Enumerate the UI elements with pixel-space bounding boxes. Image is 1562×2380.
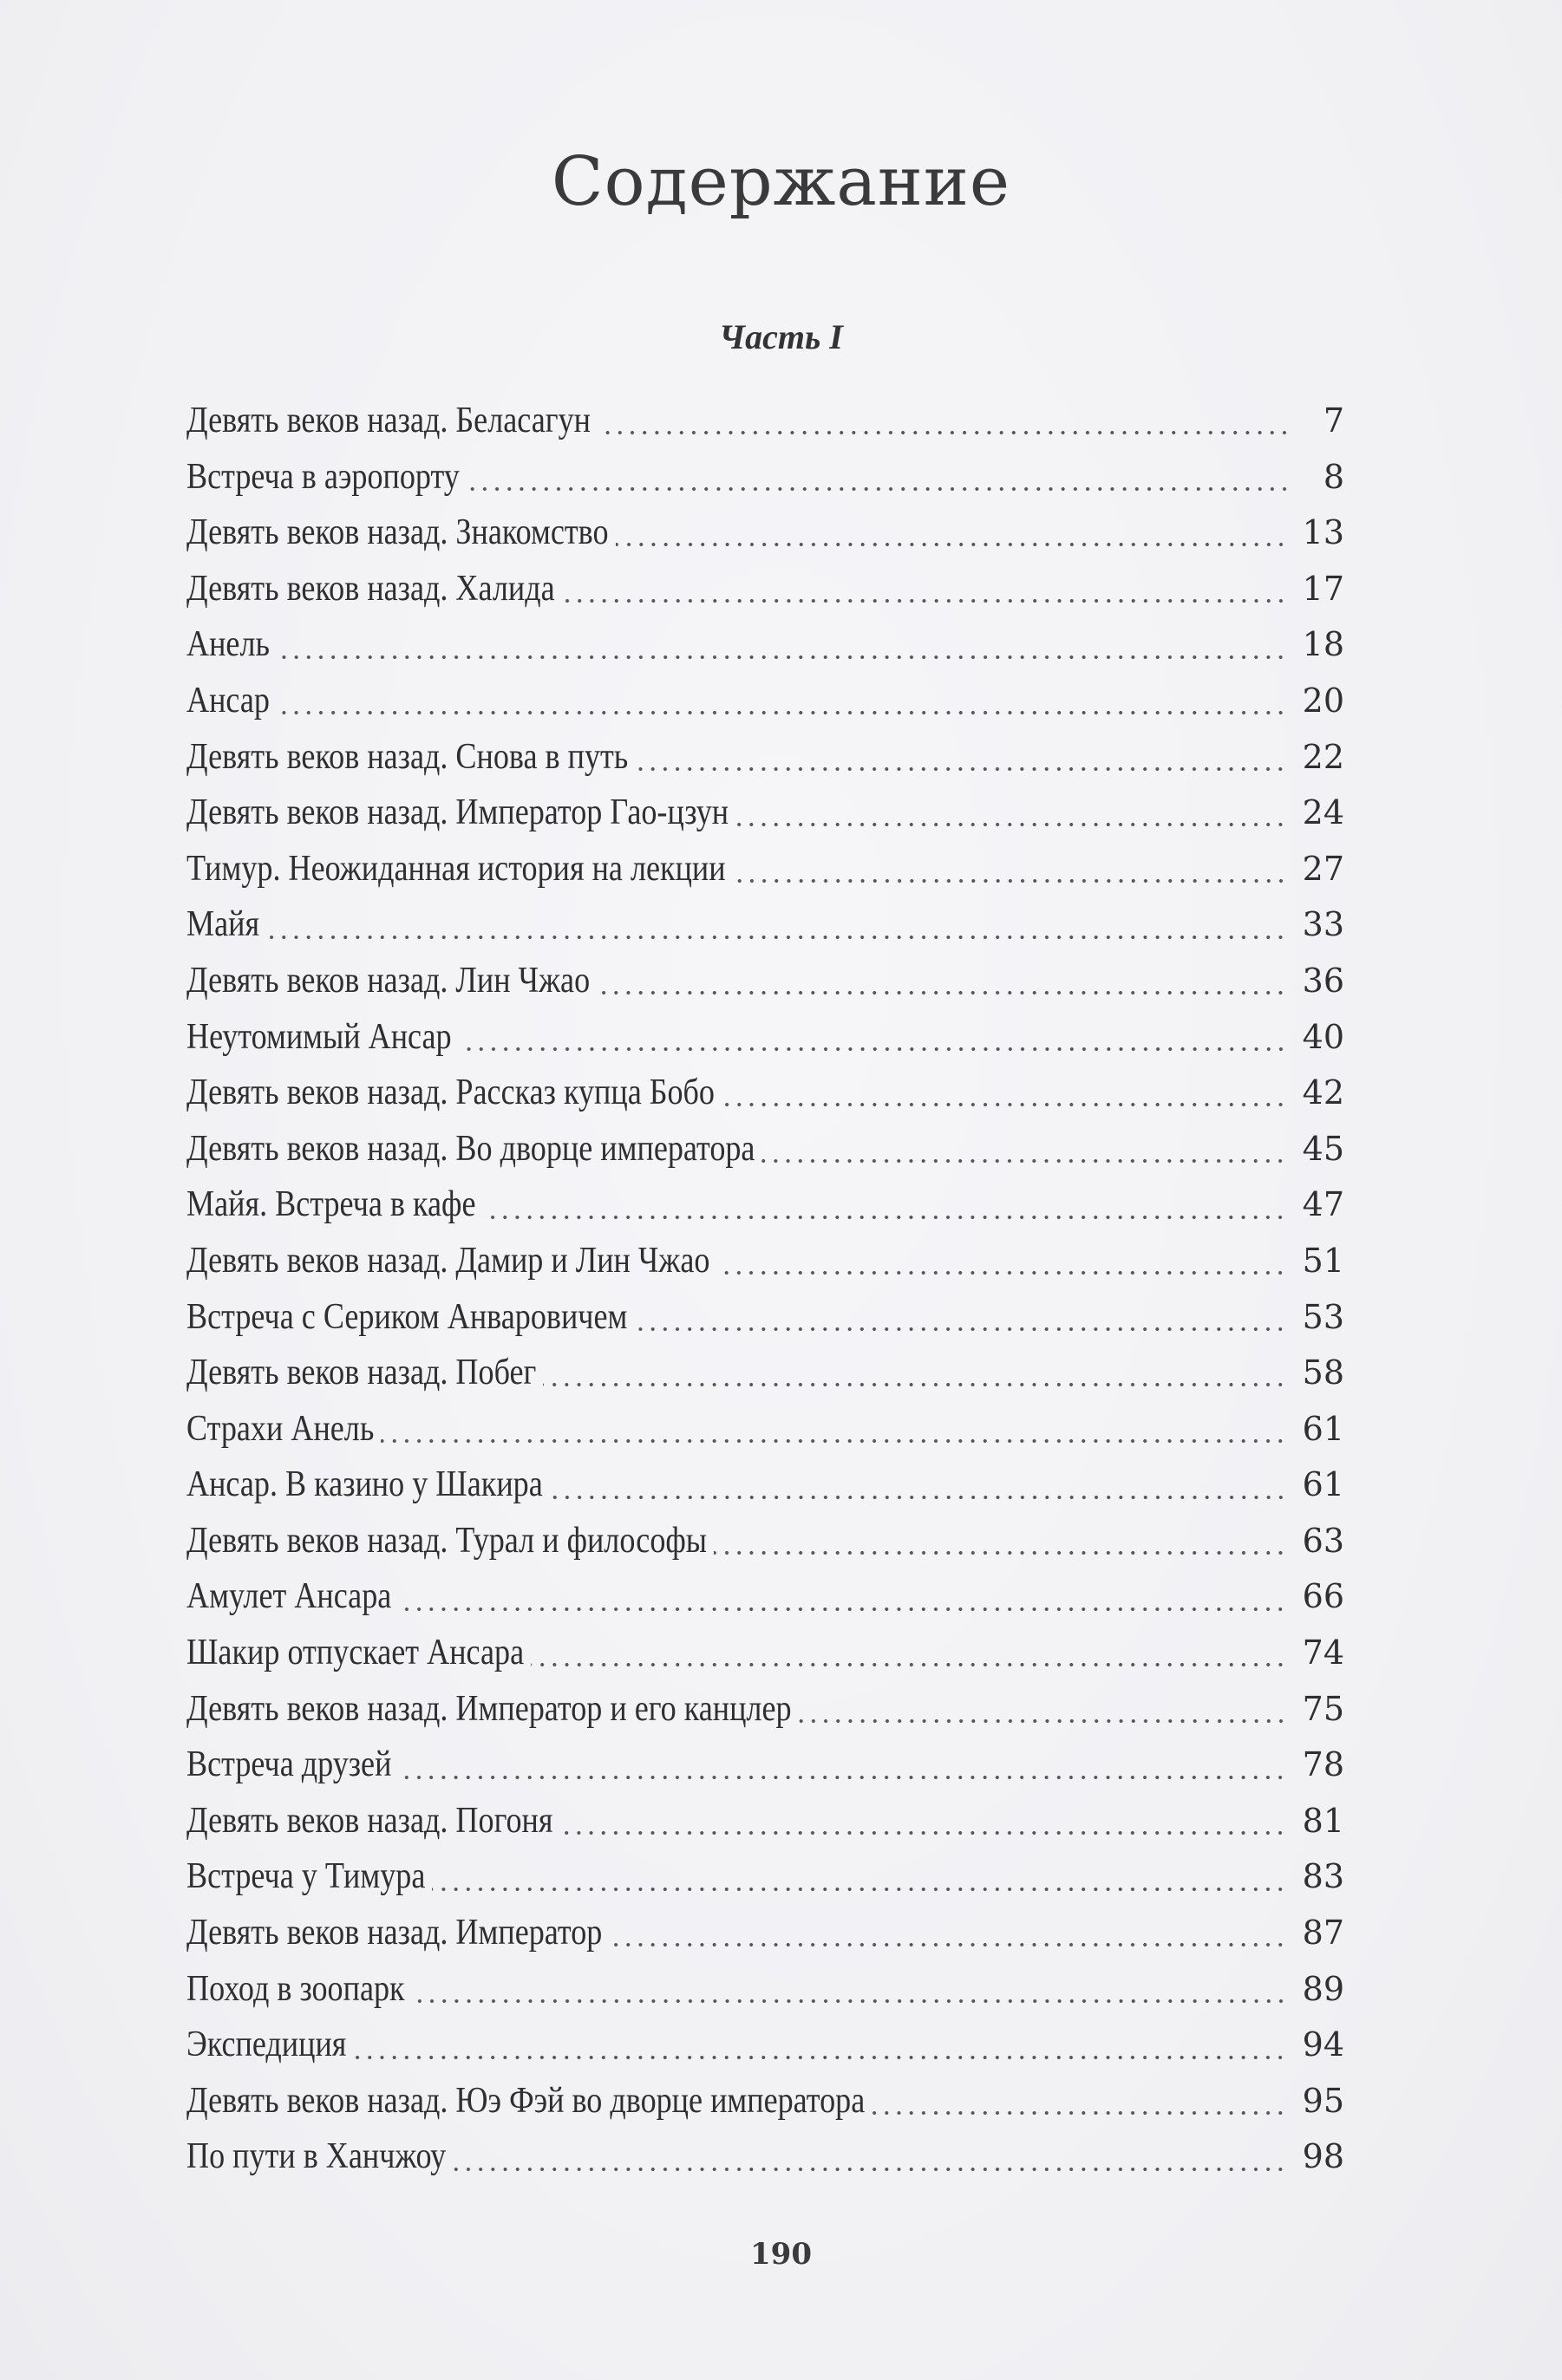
toc-entry bbox=[186, 673, 1344, 729]
toc-entry-title: Девять веков назад. Во дворце императора bbox=[186, 1128, 755, 1169]
toc-entry-title-wrap bbox=[186, 2073, 865, 2129]
toc-entry-page: 45 bbox=[1302, 1129, 1344, 1168]
toc-entry bbox=[186, 1289, 1344, 1346]
toc-entry-title: Девять веков назад. Император bbox=[186, 1913, 603, 1953]
dot-leader bbox=[634, 1325, 1286, 1333]
table-of-contents bbox=[186, 393, 1344, 2185]
toc-entry bbox=[186, 616, 1344, 673]
toc-entry bbox=[186, 1401, 1344, 1457]
dot-leader bbox=[733, 877, 1287, 885]
dot-leader bbox=[467, 485, 1291, 493]
toc-entry-page: 18 bbox=[1302, 625, 1344, 664]
toc-entry-page: 89 bbox=[1302, 1969, 1344, 2008]
toc-entry-title-wrap bbox=[186, 393, 591, 449]
toc-entry-title: Тимур. Неожиданная история на лекции bbox=[186, 848, 726, 889]
toc-entry bbox=[186, 505, 1344, 561]
toc-entry-title-wrap bbox=[186, 2017, 346, 2073]
toc-entry-title-wrap bbox=[186, 1233, 709, 1289]
toc-entry-title: Неутомимый Ансар bbox=[186, 1016, 452, 1057]
toc-entry-title: Девять веков назад. Дамир и Лин Чжао bbox=[186, 1240, 710, 1281]
toc-entry-title-wrap bbox=[186, 505, 609, 561]
toc-entry bbox=[186, 1625, 1344, 1681]
toc-entry-title-wrap bbox=[186, 1065, 715, 1121]
toc-entry-title-wrap bbox=[186, 1513, 707, 1569]
dot-leader bbox=[381, 1437, 1286, 1445]
toc-entry-title: Девять веков назад. Император Гао-цзун bbox=[186, 792, 729, 833]
toc-entry bbox=[186, 1177, 1344, 1233]
toc-entry-title: По пути в Ханчжоу bbox=[186, 2136, 447, 2177]
toc-entry-page: 22 bbox=[1302, 737, 1344, 776]
toc-entry-page: 58 bbox=[1302, 1353, 1344, 1392]
dot-leader bbox=[559, 1829, 1286, 1837]
toc-entry-page: 13 bbox=[1302, 513, 1344, 552]
dot-leader bbox=[761, 1157, 1286, 1165]
toc-entry-title-wrap bbox=[186, 1961, 405, 2018]
toc-entry-title: Встреча у Тимура bbox=[186, 1856, 426, 1897]
toc-entry-title-wrap bbox=[186, 1737, 391, 1793]
toc-entry-page: 87 bbox=[1302, 1914, 1344, 1953]
dot-leader bbox=[635, 765, 1286, 773]
part-heading: Часть I bbox=[719, 317, 843, 356]
toc-entry bbox=[186, 953, 1344, 1009]
toc-entry bbox=[186, 785, 1344, 841]
toc-entry-title-wrap bbox=[186, 1401, 374, 1457]
toc-entry-page: 33 bbox=[1302, 905, 1344, 944]
toc-entry bbox=[186, 2017, 1344, 2073]
toc-entry bbox=[186, 897, 1344, 953]
toc-entry-title-wrap bbox=[186, 1457, 543, 1513]
toc-entry-title-wrap bbox=[186, 785, 729, 841]
toc-entry-title-wrap bbox=[186, 2129, 446, 2185]
toc-entry-page: 98 bbox=[1302, 2137, 1344, 2176]
toc-entry-page: 63 bbox=[1302, 1521, 1344, 1560]
toc-entry-page: 24 bbox=[1302, 793, 1344, 832]
toc-entry-title-wrap bbox=[186, 1121, 755, 1177]
toc-entry-title-wrap bbox=[186, 616, 270, 673]
toc-entry-title-wrap bbox=[186, 897, 259, 953]
dot-leader bbox=[716, 1268, 1286, 1277]
toc-entry-title: Амулет Ансара bbox=[186, 1576, 392, 1617]
toc-entry-title: Майя. Встреча в кафе bbox=[186, 1184, 476, 1225]
toc-entry-title: Девять веков назад. Погоня bbox=[186, 1800, 553, 1841]
toc-entry bbox=[186, 1905, 1344, 1961]
toc-entry-page: 36 bbox=[1302, 961, 1344, 1000]
toc-entry bbox=[186, 2129, 1344, 2185]
toc-entry-title-wrap bbox=[186, 1793, 552, 1849]
toc-entry bbox=[186, 1009, 1344, 1066]
toc-entry bbox=[186, 1793, 1344, 1849]
toc-entry-page: 47 bbox=[1302, 1185, 1344, 1224]
toc-entry-title-wrap bbox=[186, 673, 270, 729]
toc-entry-title: Девять веков назад. Халида bbox=[186, 568, 555, 609]
toc-entry-title-wrap bbox=[186, 1177, 475, 1233]
toc-entry-title-wrap bbox=[186, 953, 590, 1009]
toc-entry bbox=[186, 1568, 1344, 1625]
toc-entry-title-wrap bbox=[186, 1289, 627, 1346]
toc-entry bbox=[186, 2073, 1344, 2129]
toc-entry-page: 61 bbox=[1302, 1409, 1344, 1448]
toc-entry bbox=[186, 1121, 1344, 1177]
toc-entry-title: Девять веков назад. Снова в путь bbox=[186, 736, 629, 777]
toc-entry-title: Девять веков назад. Лин Чжао bbox=[186, 960, 591, 1001]
toc-entry-title-wrap bbox=[186, 449, 460, 505]
dot-leader bbox=[714, 1549, 1287, 1557]
toc-entry-title: Девять веков назад. Турал и философы bbox=[186, 1520, 708, 1561]
toc-entry-title: Девять веков назад. Император и его канцлер bbox=[186, 1688, 792, 1729]
toc-entry bbox=[186, 729, 1344, 786]
toc-entry-title: Шакир отпускает Ансара bbox=[186, 1633, 525, 1673]
toc-entry-title-wrap bbox=[186, 561, 555, 617]
toc-entry-title: Встреча в аэропорту bbox=[186, 456, 460, 497]
toc-entry-title-wrap bbox=[186, 729, 628, 786]
dot-leader bbox=[609, 1940, 1286, 1949]
toc-entry-title-wrap bbox=[186, 841, 726, 897]
page-number: 190 bbox=[750, 2237, 812, 2272]
toc-entry-page: 53 bbox=[1302, 1297, 1344, 1336]
toc-entry-title: Девять веков назад. Юэ Фэй во дворце императора bbox=[186, 2080, 866, 2121]
toc-entry-title: Встреча друзей bbox=[186, 1744, 392, 1785]
dot-leader bbox=[722, 1100, 1287, 1109]
toc-entry-title: Экспедиция bbox=[186, 2025, 347, 2065]
toc-entry bbox=[186, 1513, 1344, 1569]
toc-entry-title: Майя bbox=[186, 904, 260, 945]
page-title: Содержание bbox=[551, 143, 1011, 221]
dot-leader bbox=[398, 1773, 1286, 1782]
toc-entry-title: Девять веков назад. Рассказ купца Бобо bbox=[186, 1073, 716, 1113]
toc-entry bbox=[186, 561, 1344, 617]
dot-leader bbox=[482, 1213, 1286, 1222]
toc-entry-title: Девять веков назад. Знакомство bbox=[186, 512, 609, 553]
toc-entry-title: Анель bbox=[186, 624, 270, 665]
toc-entry bbox=[186, 1849, 1344, 1905]
toc-entry-title: Ансар. В казино у Шакира bbox=[186, 1464, 543, 1505]
toc-entry-title: Девять веков назад. Беласагун bbox=[186, 401, 591, 440]
dot-leader bbox=[531, 1660, 1287, 1669]
toc-entry-title: Страхи Анель bbox=[186, 1408, 375, 1449]
dot-leader bbox=[277, 653, 1287, 662]
toc-entry-title-wrap bbox=[186, 1625, 524, 1681]
toc-entry-page: 66 bbox=[1302, 1577, 1344, 1616]
toc-entry-title-wrap bbox=[186, 1345, 536, 1401]
toc-entry-page: 7 bbox=[1323, 401, 1344, 440]
toc-entry-title-wrap bbox=[186, 1009, 452, 1066]
toc-entry-page: 75 bbox=[1302, 1689, 1344, 1728]
dot-leader bbox=[616, 540, 1287, 549]
toc-entry-title: Девять веков назад. Побег bbox=[186, 1353, 537, 1393]
dot-leader bbox=[266, 933, 1287, 942]
toc-entry bbox=[186, 1457, 1344, 1513]
dot-leader bbox=[398, 1605, 1286, 1614]
toc-entry-page: 74 bbox=[1302, 1633, 1344, 1673]
toc-entry bbox=[186, 1345, 1344, 1401]
dot-leader bbox=[597, 988, 1287, 997]
toc-entry-title-wrap bbox=[186, 1905, 602, 1961]
dot-leader bbox=[453, 2165, 1286, 2174]
dot-leader bbox=[412, 1997, 1287, 2005]
toc-entry-page: 20 bbox=[1302, 681, 1344, 720]
dot-leader bbox=[432, 1885, 1286, 1894]
toc-entry-page: 17 bbox=[1302, 569, 1344, 608]
toc-entry-page: 27 bbox=[1302, 849, 1344, 888]
toc-entry-page: 83 bbox=[1302, 1857, 1344, 1896]
toc-entry-page: 94 bbox=[1302, 2025, 1344, 2064]
dot-leader bbox=[543, 1380, 1286, 1389]
dot-leader bbox=[872, 2109, 1286, 2117]
toc-entry-title: Ансар bbox=[186, 680, 270, 721]
toc-entry bbox=[186, 1065, 1344, 1121]
dot-leader bbox=[799, 1717, 1287, 1725]
dot-leader bbox=[598, 428, 1291, 437]
toc-entry-page: 78 bbox=[1302, 1745, 1344, 1784]
toc-entry-title-wrap bbox=[186, 1681, 792, 1738]
toc-entry bbox=[186, 841, 1344, 897]
dot-leader bbox=[735, 820, 1287, 829]
toc-entry-title: Поход в зоопарк bbox=[186, 1968, 405, 2009]
toc-entry bbox=[186, 393, 1344, 449]
toc-entry bbox=[186, 1961, 1344, 2018]
dot-leader bbox=[353, 2053, 1286, 2062]
toc-entry-page: 51 bbox=[1302, 1241, 1344, 1280]
dot-leader bbox=[550, 1493, 1287, 1502]
toc-entry-page: 61 bbox=[1302, 1465, 1344, 1504]
toc-entry-page: 81 bbox=[1302, 1801, 1344, 1840]
toc-entry bbox=[186, 449, 1344, 505]
toc-entry-title: Встреча с Сериком Анваровичем bbox=[186, 1296, 628, 1337]
toc-entry-page: 8 bbox=[1323, 457, 1344, 496]
toc-entry-page: 40 bbox=[1302, 1017, 1344, 1056]
dot-leader bbox=[277, 708, 1287, 717]
toc-entry-page: 42 bbox=[1302, 1073, 1344, 1112]
toc-entry-page: 95 bbox=[1302, 2081, 1344, 2120]
toc-entry-title-wrap bbox=[186, 1568, 391, 1625]
dot-leader bbox=[459, 1045, 1287, 1053]
dot-leader bbox=[562, 597, 1287, 605]
toc-entry bbox=[186, 1233, 1344, 1289]
toc-entry bbox=[186, 1737, 1344, 1793]
toc-entry bbox=[186, 1681, 1344, 1738]
toc-entry-title-wrap bbox=[186, 1849, 425, 1905]
